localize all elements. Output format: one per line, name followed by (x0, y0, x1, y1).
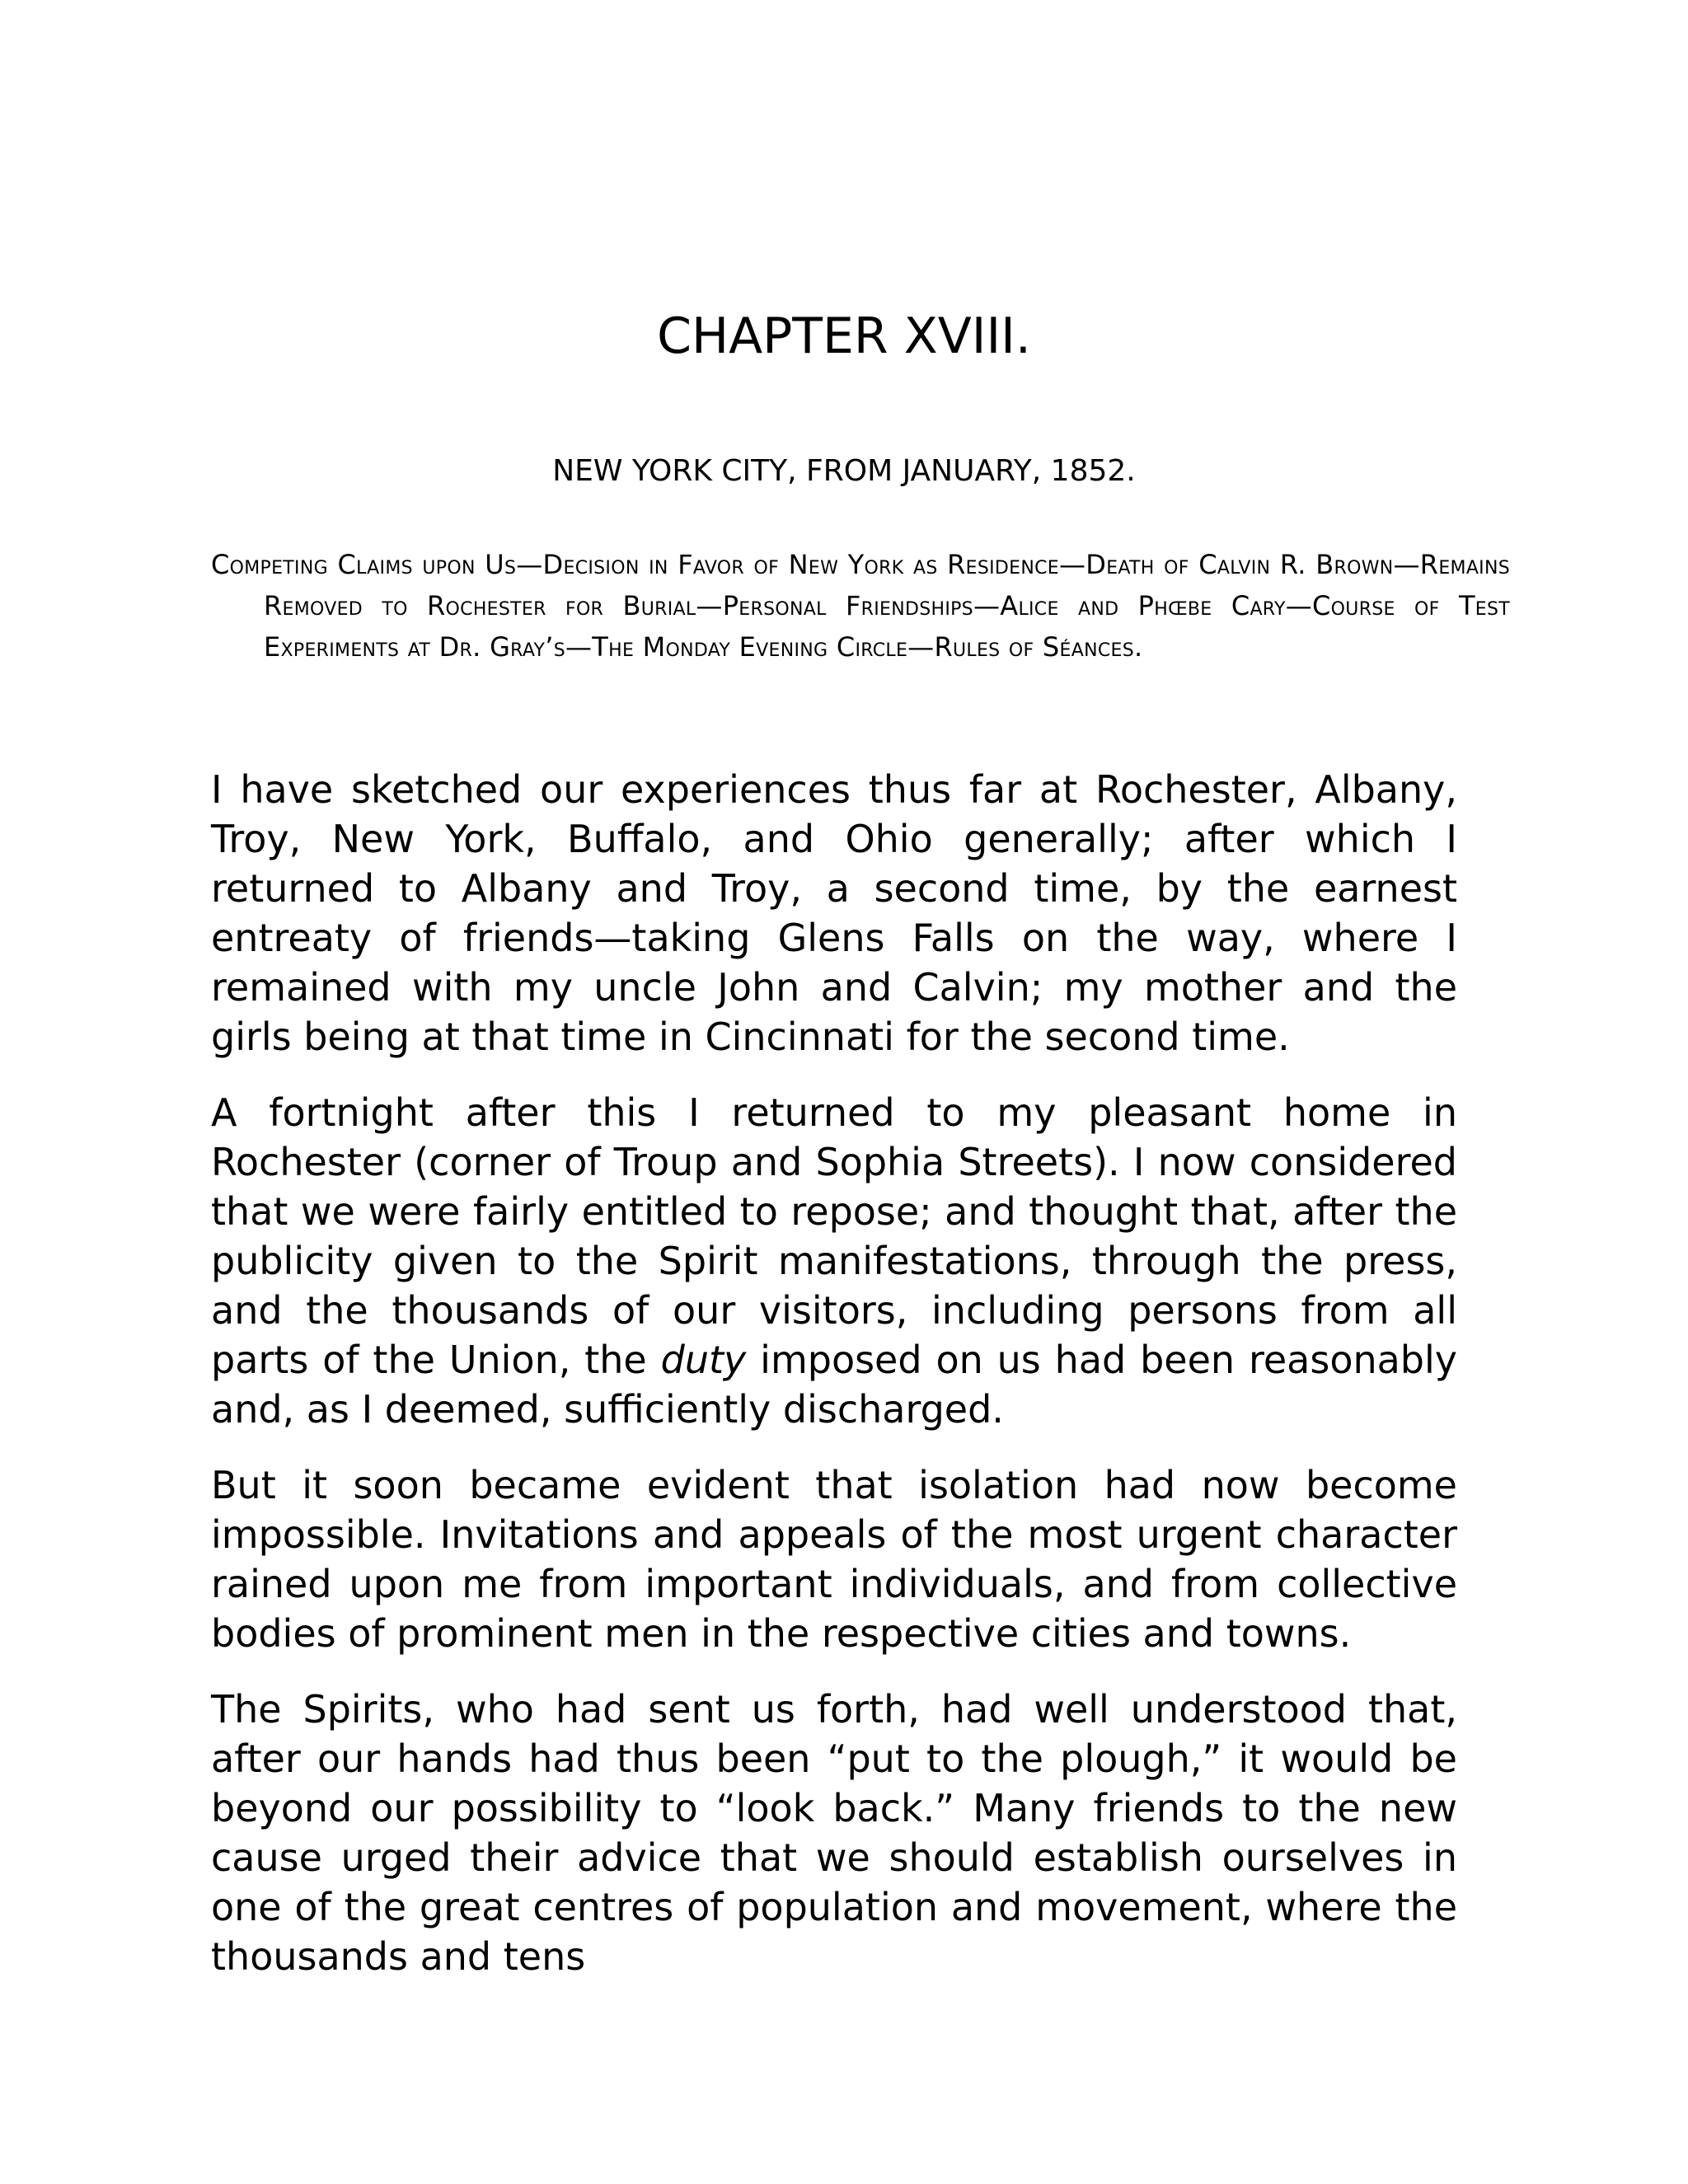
paragraph-2-emphasis: duty (660, 1338, 747, 1382)
paragraph-1: I have sketched our experiences thus far at Rochester, Albany, Troy, New York, Buffalo, and Ohio generally; after which I returned to Albany and Troy, a second time, by the earnest entreaty of friends—taking Glens Falls on the way, where I remained with my uncle John and Calvin; my mother and the girls being at that time in Cincinnati for the second time. (211, 767, 1457, 1059)
chapter-subtitle: NEW YORK CITY, FROM JANUARY, 1852. (552, 454, 1136, 488)
chapter-body (211, 765, 1457, 2008)
paragraph-2-text-before: A fortnight after this I returned to my pleasant home in Rochester (corner of Troup and Sophia Streets). I now considered that we were fairly entitled to repose; and thought that, after the publicity given to the Spirit manifestations, through the press, and the thousands of our visitors, including persons from all parts of the Union, the (211, 1090, 1457, 1382)
paragraph-2-text-after: imposed on us had been reasonably and, as I deemed, sufficiently discharged. (211, 1338, 1458, 1432)
paragraph-3: But it soon became evident that isolation had now become impossible. Invitations and appeals of the most urgent character rained upon me from important individuals, and from collective bodies of prominent men in the respective cities and towns. (211, 1463, 1457, 1656)
paragraph-4: The Spirits, who had sent us forth, had well understood that, after our hands had thus been “put to the plough,” it would be beyond our possibility to “look back.” Many friends to the new cause urged their advice that we should establish ourselves in one of the great centres of population and movement, where the thousands and tens (211, 1687, 1457, 1979)
paragraph-2 (211, 1088, 1457, 1434)
chapter-title: CHAPTER XVIII. (657, 307, 1031, 365)
chapter-synopsis: Competing Claims upon Us—Decision in Favor of New York as Residence—Death of Calvin R. Brown—Remains Removed to Rochester for Burial—Personal Friendships—Alice and Phœbe Cary—Course of Test Experiments at Dr. Gray’s—The Monday Evening Circle—Rules of Séances. (211, 549, 1510, 663)
